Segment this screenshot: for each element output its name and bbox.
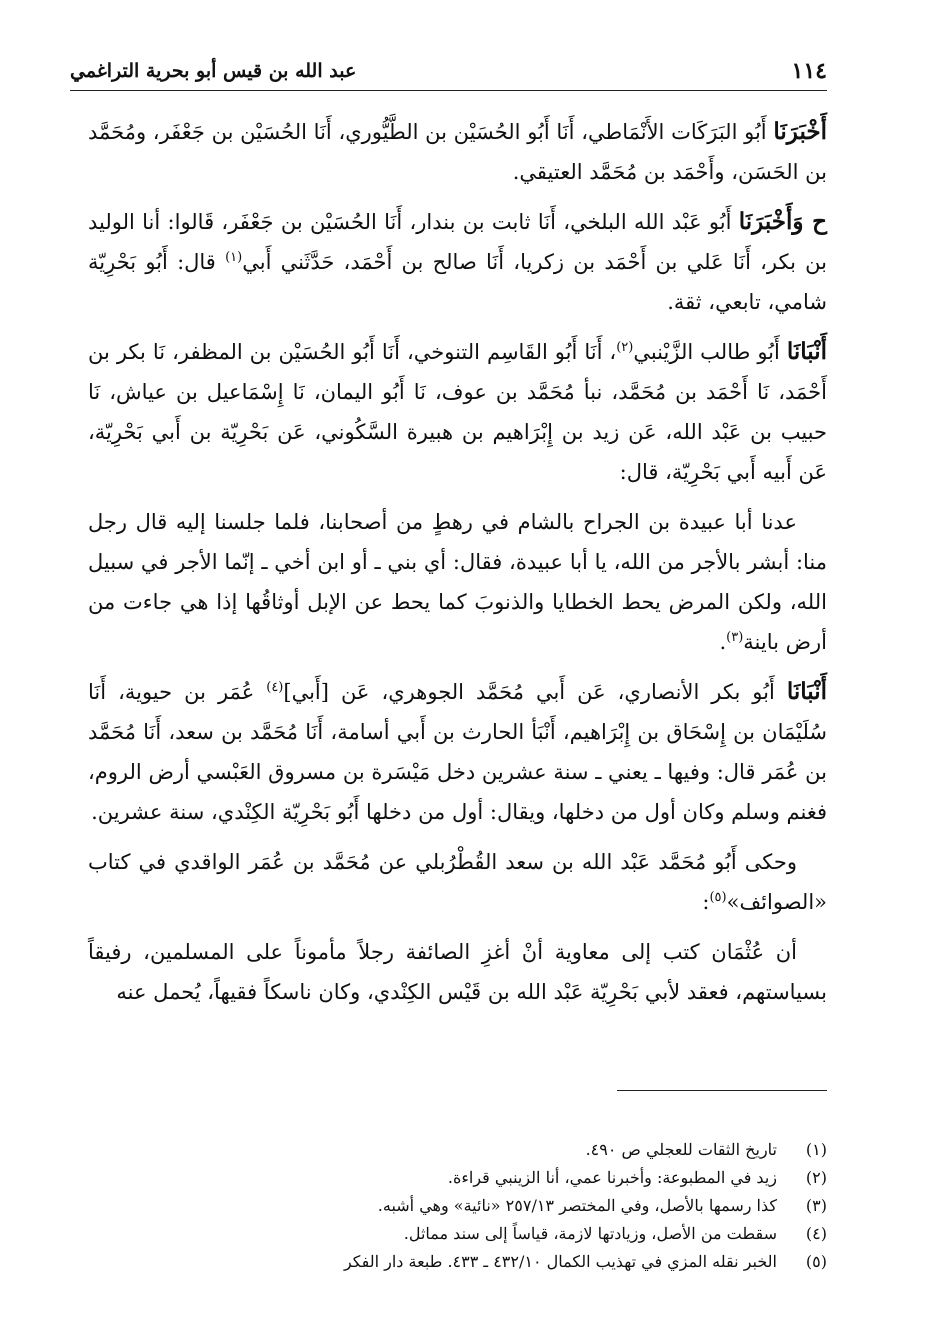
footnote xyxy=(88,1248,827,1276)
footnote-ref: (٤) xyxy=(266,680,284,695)
paragraph-text-tail: قال: أَبُو بَحْرِيّة شامي، تابعي، ثقة. xyxy=(88,250,827,314)
paragraph xyxy=(88,842,827,922)
footnote-text: سقطت من الأصل، وزيادتها لازمة، قياساً إلى سند مماثل. xyxy=(403,1224,777,1243)
footnote-number: (٣) xyxy=(805,1196,827,1215)
footnote-text: زيد في المطبوعة: وأخبرنا عمي، أنا الزينبي قراءة. xyxy=(447,1168,777,1187)
running-title: عبد الله بن قيس أبو بحرية التراغمي xyxy=(70,60,357,82)
paragraph xyxy=(88,112,827,192)
footnote-ref: (٢) xyxy=(616,340,634,355)
footnote-number: (٤) xyxy=(805,1224,827,1243)
isnad-lead: ح وَأَخْبَرَنَا xyxy=(738,208,828,235)
footnote-ref: (٥) xyxy=(709,890,727,905)
footnotes xyxy=(88,1136,827,1276)
footnote-text: الخبر نقله المزي في تهذيب الكمال ٤٣٢/١٠ ـ ٤٣٣. طبعة دار الفكر xyxy=(343,1252,777,1271)
main-text xyxy=(88,112,827,1022)
paragraph-text-tail: . xyxy=(719,630,727,654)
paragraph xyxy=(88,932,827,1012)
footnote-ref: (١) xyxy=(225,250,243,265)
page-header xyxy=(70,46,827,91)
footnote xyxy=(88,1164,827,1192)
paragraph xyxy=(88,502,827,662)
page-number: ١١٤ xyxy=(791,58,827,84)
footnote-text: تاريخ الثقات للعجلي ص ٤٩٠. xyxy=(585,1140,777,1159)
paragraph-text: وحكى أَبُو مُحَمَّد عَبْد الله بن سعد القُطْرُبلي عن مُحَمَّد بن عُمَر الواقدي في كتاب «الصوائف» xyxy=(88,850,827,914)
footnote-text: كذا رسمها بالأصل، وفي المختصر ٢٥٧/١٣ «نائية» وهي أشبه. xyxy=(377,1196,777,1215)
footnote xyxy=(88,1136,827,1164)
paragraph xyxy=(88,332,827,492)
paragraph-text-tail: عُمَر بن حيوية، أَنَا سُلَيْمَان بن إِسْحَاق بن إِبْرَاهيم، أَنْبَأ الحارث بن أَبي أسامة، أَنَا مُحَمَّد بن سعد، أَنَا مُحَمَّد بن عُمَر قال: وفيها ـ يعني ـ سنة عشرين دخل مَيْسَرة بن مسروق العَبْسي أرض الروم، فغنم وسلم وكان أول من دخلها، ويقال: أول من دخلها أَبُو بَحْرِيّة الكِنْدي، سنة عشرين. xyxy=(88,680,827,824)
paragraph-text: أن عُثْمَان كتب إلى معاوية أنْ أغزِ الصائفة رجلاً مأموناً على المسلمين، رفيقاً بسياستهم، فعقد لأبي بَحْرِيّة عَبْد الله بن قَيْس الكِنْدي، وكان ناسكاً فقيهاً، يُحمل عنه xyxy=(88,940,827,1004)
paragraph-text: أَبُو بكر الأنصاري، عَن أَبي مُحَمَّد الجوهري، عَن [أَبي] xyxy=(283,680,787,704)
footnote-divider xyxy=(617,1090,827,1091)
paragraph-text-tail: ، أَنَا أَبُو القَاسِم التنوخي، أَنَا أَبُو الحُسَيْن بن المظفر، نَا بكر بن أَحْمَد، نَا أَحْمَد بن مُحَمَّد، نبأ مُحَمَّد بن عوف، نَا أَبُو اليمان، نَا إِسْمَاعيل بن عياش، نَا حبيب بن عَبْد الله، عَن زيد بن إِبْرَاهيم بن هبيرة السَّكُوني، عَن بَحْرِيّة بن أَبي بَحْرِيّة، عَن أَبيه أَبي بَحْرِيّة، قال: xyxy=(88,340,827,484)
paragraph-text: أَبُو عَبْد الله البلخي، أَنَا ثابت بن بندار، أَنَا الحُسَيْن بن جَعْفَر، قَالوا: أنا الوليد بن بكر، أَنَا عَلي بن أَحْمَد بن زكريا، أَنَا صالح بن أَحْمَد، حَدَّثَني أَبي xyxy=(88,210,827,274)
paragraph xyxy=(88,672,827,832)
paragraph-text: أَبُو البَرَكَات الأَنْمَاطي، أَنَا أَبُو الحُسَيْن بن الطَّيُّوري، أَنَا الحُسَيْن بن جَعْفَر، ومُحَمَّد بن الحَسَن، وأَحْمَد بن مُحَمَّد العتيقي. xyxy=(88,120,827,184)
paragraph-text: أَبُو طالب الزَّيْنبي xyxy=(633,340,787,364)
paragraph xyxy=(88,202,827,322)
footnote xyxy=(88,1220,827,1248)
footnote-number: (١) xyxy=(805,1140,827,1159)
isnad-lead: أَنْبَانَا xyxy=(786,678,827,705)
footnote xyxy=(88,1192,827,1220)
footnote-number: (٥) xyxy=(805,1252,827,1271)
footnote-number: (٢) xyxy=(805,1168,827,1187)
footnote-ref: (٣) xyxy=(726,630,744,645)
paragraph-text-tail: : xyxy=(702,890,710,914)
isnad-lead: أَنْبَانَا xyxy=(786,338,827,365)
paragraph-text: عدنا أبا عبيدة بن الجراح بالشام في رهطٍ من أصحابنا، فلما جلسنا إليه قال رجل منا: أبشر بالأجر من الله، يا أبا عبيدة، فقال: أي بني ـ أو ابن أخي ـ إنّما الأجر في سبيل الله، ولكن المرض يحط الخطايا والذنوبَ كما يحط عن الإبل أوثاقُها إذا هي جاءت من أرض باينة xyxy=(88,510,827,654)
isnad-lead: أَخْبَرَنَا xyxy=(773,118,827,145)
